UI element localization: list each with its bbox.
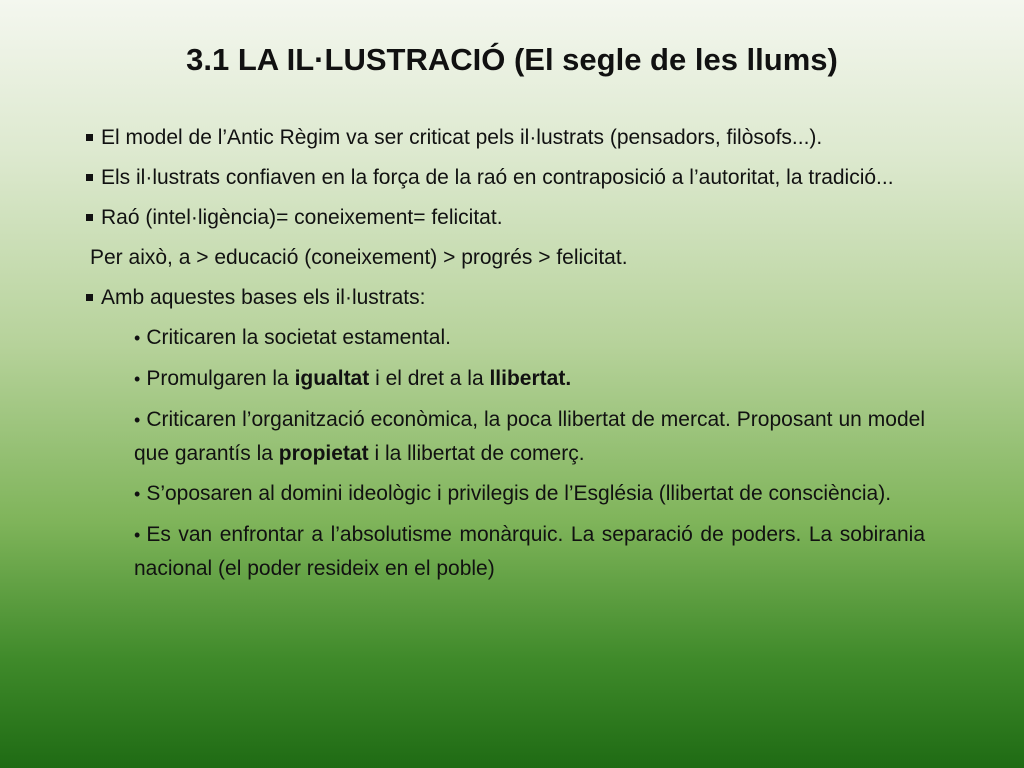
list-item [82,241,925,274]
sub-list-item-text: Es van enfrontar a l’absolutisme monàrquic. La separació de poders. La sobirania nacional (el poder resideix en el poble) [134,523,925,580]
round-bullet-icon: • [134,328,141,348]
sub-list-item [134,518,925,585]
list-item [82,201,925,234]
square-bullet-icon [86,214,93,221]
sub-list-item-text: Criticaren l’organització econòmica, la poca llibertat de mercat. Proposant un model que garantís la [134,408,925,465]
sub-list-item-text: i el dret a la [369,367,490,390]
list-item-text: Els il·lustrats confiaven en la força de la raó en contraposició a l’autoritat, la tradició... [101,166,894,189]
slide-title: 3.1 LA IL·LUSTRACIÓ (El segle de les llums) [186,42,838,77]
sub-list-item-text: Promulgaren la [146,367,295,390]
bold-keyword: igualtat [294,367,370,390]
round-bullet-icon: • [134,484,141,504]
sub-list-item [134,321,925,355]
slide-content [82,121,925,592]
round-bullet-icon: • [134,369,141,389]
list-item-text: Amb aquestes bases els il·lustrats: [101,286,426,309]
sub-list-item [134,477,925,511]
list-item-text: El model de l’Antic Règim va ser criticat pels il·lustrats (pensadors, filòsofs...). [101,126,823,149]
list-item [82,161,925,194]
square-bullet-icon [86,294,93,301]
sub-list-item-text: Criticaren la societat estamental. [146,326,451,349]
sub-list-item-text: S’oposaren al domini ideològic i privilegis de l’Església (llibertat de consciència). [146,482,892,505]
list-item-text: Per això, a > educació (coneixement) > progrés > felicitat. [90,246,628,269]
bold-keyword: llibertat. [489,367,572,390]
round-bullet-icon: • [134,410,141,430]
list-item-text: Raó (intel·ligència)= coneixement= felicitat. [101,206,503,229]
list-item [82,281,925,314]
round-bullet-icon: • [134,525,141,545]
sub-list-item-text: i la llibertat de comerç. [368,442,585,465]
square-bullet-icon [86,174,93,181]
sub-list-item [134,362,925,396]
list-item [82,121,925,154]
bold-keyword: propietat [278,442,369,465]
square-bullet-icon [86,134,93,141]
sub-list-item [134,403,925,470]
